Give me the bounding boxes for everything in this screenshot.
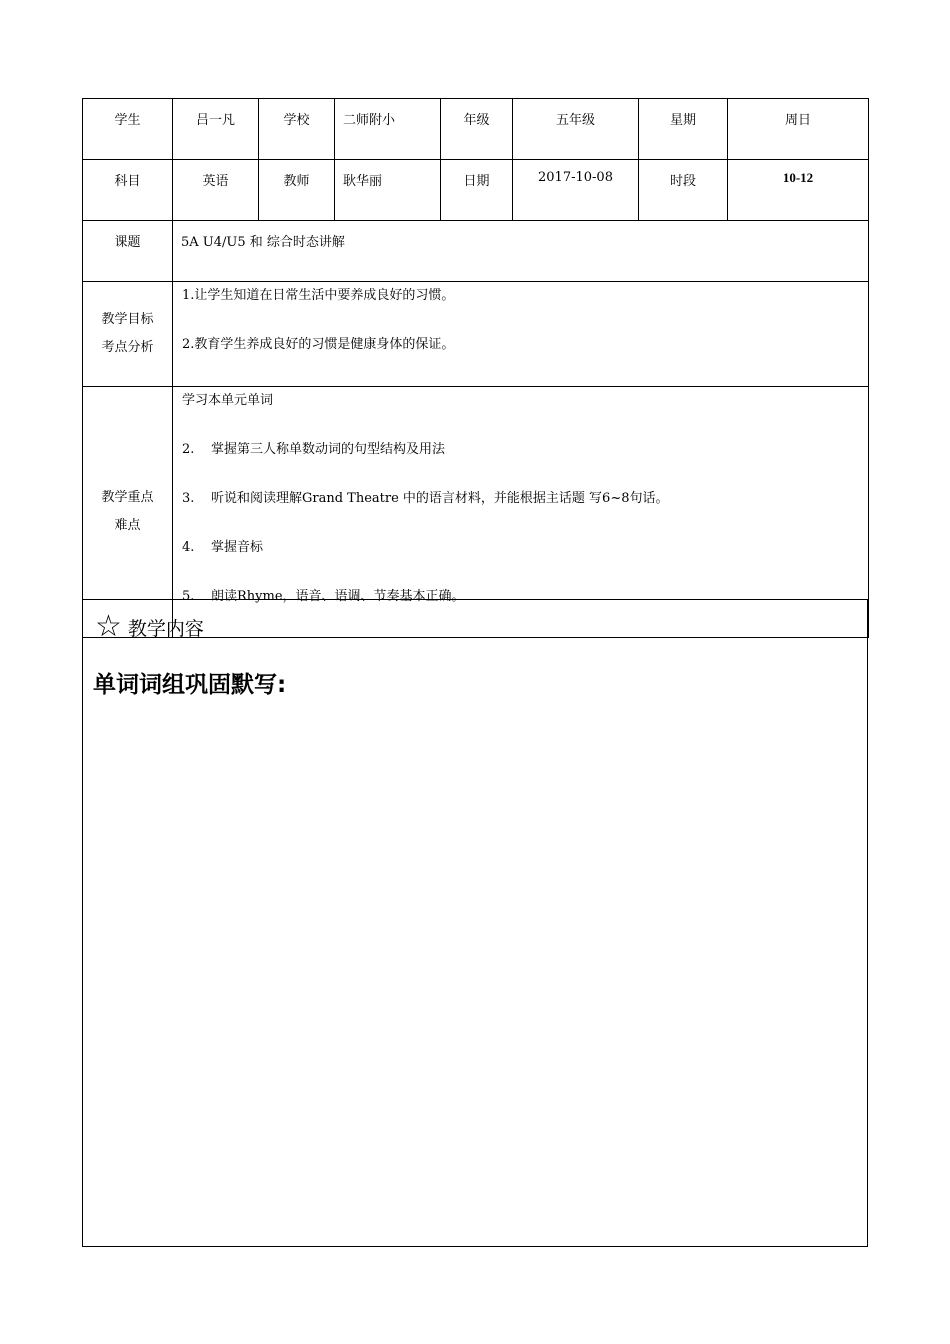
table-row: [83, 221, 869, 282]
goal-item: 1.让学生知道在日常生活中要养成良好的习惯。: [182, 288, 455, 303]
key-point-number: 5.: [182, 589, 195, 604]
key-point-number: 2.: [182, 442, 195, 457]
period-label: 时段: [639, 160, 728, 221]
key-point-text: 听说和阅读理解Grand Theatre 中的语言材料，并能根据主话题 写6~8句话。: [211, 491, 669, 506]
teaching-content-heading: [95, 609, 204, 644]
weekday-value: 周日: [728, 99, 869, 160]
student-label: 学生: [83, 99, 173, 160]
school-value: 二师附小: [335, 99, 441, 160]
goal-item: 2.教育学生养成良好的习惯是健康身体的保证。: [182, 337, 455, 352]
goals-label-line2: 考点分析: [101, 340, 154, 355]
grade-label: 年级: [441, 99, 513, 160]
goals-content: [173, 282, 869, 387]
weekday-label: 星期: [639, 99, 728, 160]
teacher-value: 耿华丽: [335, 160, 441, 221]
teaching-content-box: [82, 599, 868, 1247]
grade-value: 五年级: [513, 99, 639, 160]
goals-label-line1: 教学目标: [101, 312, 154, 327]
section-title: 单词词组巩固默写:: [93, 672, 287, 698]
star-icon: ☆: [95, 609, 122, 644]
student-value: 吕一凡: [173, 99, 259, 160]
key-point-text: 朗读Rhyme，语音、语调、节奏基本正确。: [211, 589, 465, 604]
key-point-item: [182, 440, 868, 460]
key-point-text: 掌握第三人称单数动词的句型结构及用法: [211, 442, 446, 457]
topic-label: 课题: [83, 221, 173, 282]
key-point-number: 3.: [182, 491, 195, 506]
date-label: 日期: [441, 160, 513, 221]
key-point-item: [182, 538, 868, 558]
key-point-text: 掌握音标: [211, 540, 264, 555]
table-row: [83, 282, 869, 387]
subject-value: 英语: [173, 160, 259, 221]
topic-value: 5A U4/U5 和 综合时态讲解: [173, 221, 869, 282]
key-point-item: 学习本单元单词: [182, 393, 274, 408]
date-value: 2017-10-08: [513, 160, 639, 221]
teaching-content-heading-text: 教学内容: [127, 617, 204, 640]
key-point-item: [182, 489, 868, 509]
teacher-label: 教师: [259, 160, 335, 221]
key-points-label-line1: 教学重点: [101, 490, 154, 505]
key-points-label-line2: 难点: [114, 518, 141, 533]
lesson-info-table: [82, 98, 869, 638]
table-row: [83, 160, 869, 221]
period-value: 10-12: [728, 160, 869, 221]
key-point-number: 4.: [182, 540, 195, 555]
goals-label: [83, 282, 173, 387]
table-row: [83, 99, 869, 160]
school-label: 学校: [259, 99, 335, 160]
subject-label: 科目: [83, 160, 173, 221]
